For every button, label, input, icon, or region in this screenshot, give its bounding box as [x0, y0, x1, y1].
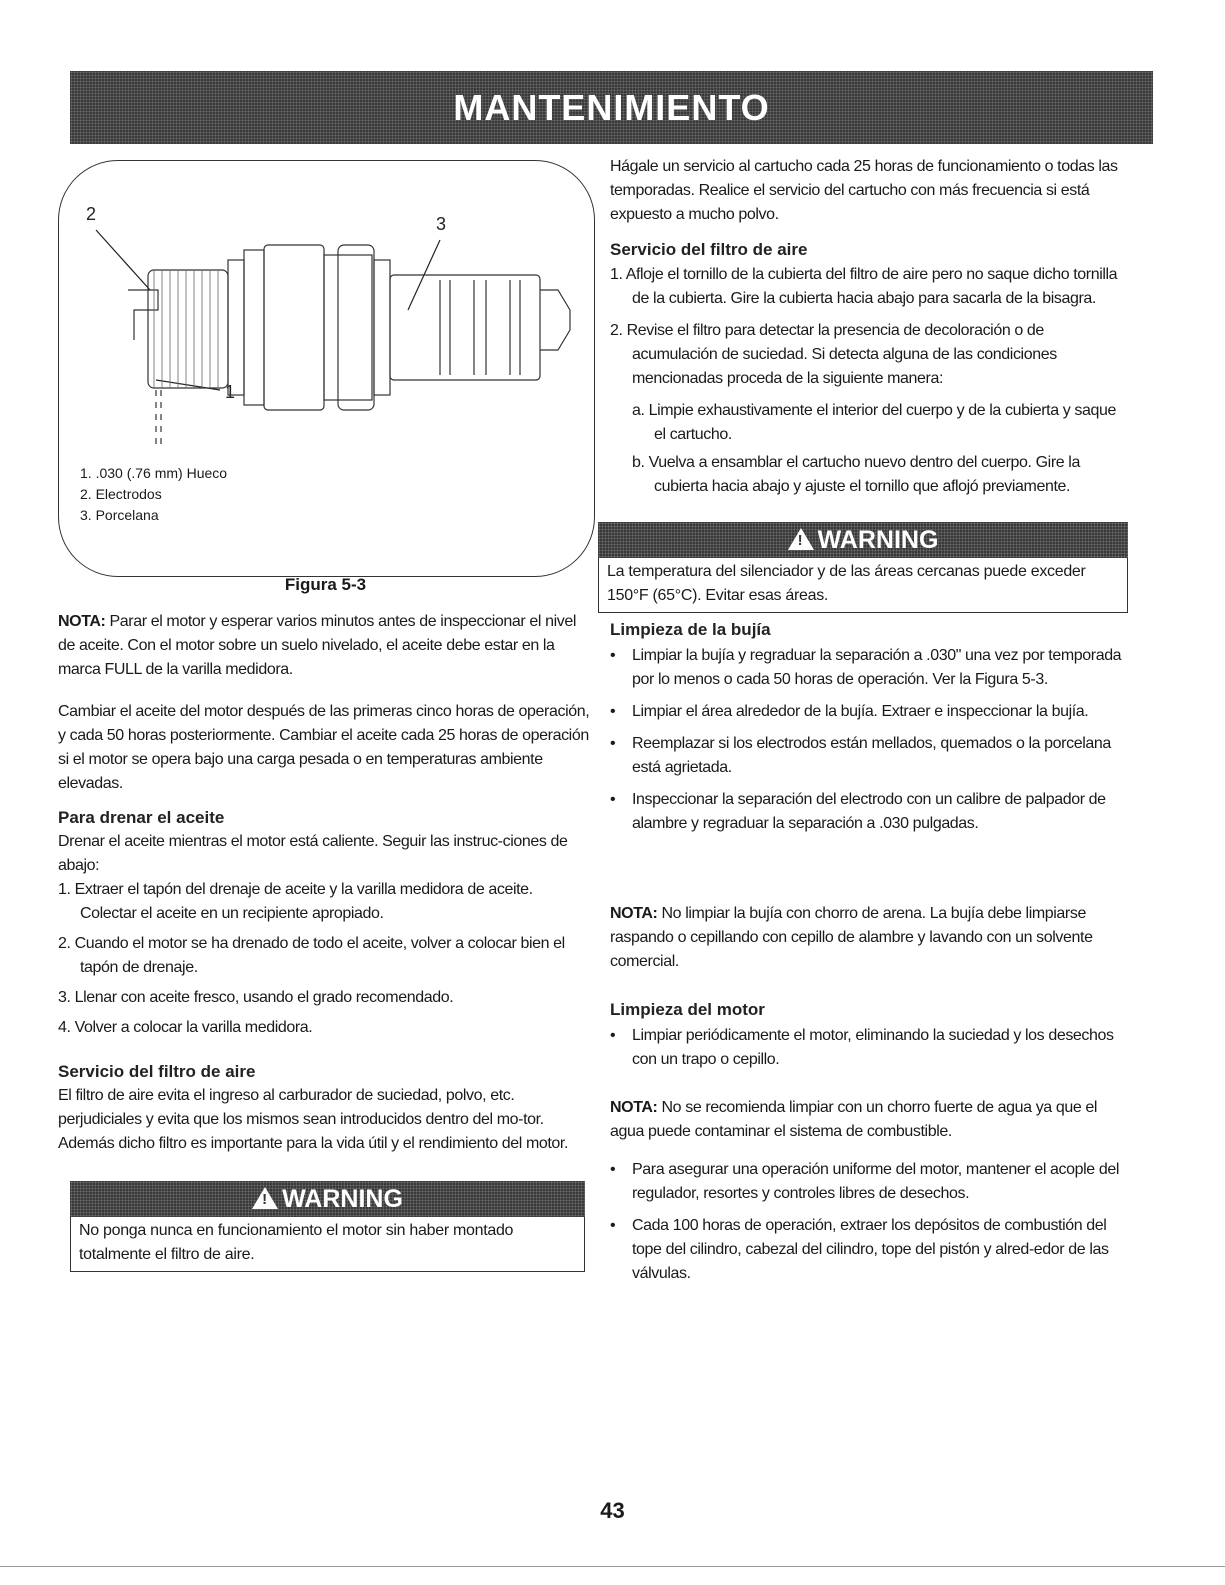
- list-item: 3. Llenar con aceite fresco, usando el grado recomendado.: [58, 989, 454, 1006]
- oil-change-paragraph: Cambiar el aceite del motor después de las primeras cinco horas de operación, y cada 50 horas posteriormente. Cambiar el aceite cada 25 horas de operación si el motor se opera bajo una carga pesada o en temperaturas ambiente elevadas.: [58, 703, 590, 792]
- list-item: 1. Extraer el tapón del drenaje de aceite y la varilla medidora de aceite. Colectar el aceite en un recipiente apropiado.: [58, 881, 533, 922]
- list-item: • Limpiar la bujía y regraduar la separación a .030" una vez por temporada por lo menos o cada 50 horas de operación. Ver la Figura 5-3.: [610, 647, 1122, 688]
- list-item: • Reemplazar si los electrodos están mellados, quemados o la porcelana está agrietada.: [610, 735, 1111, 776]
- list-item: • Limpiar el área alrededor de la bujía. Extraer e inspeccionar la bujía.: [610, 703, 1089, 720]
- engine-final-list: [610, 1158, 1130, 1286]
- callout-2: 2: [86, 204, 97, 224]
- drain-steps-list: [58, 878, 593, 1040]
- callout-3: 3: [436, 214, 447, 234]
- warning-title: WARNING: [282, 1184, 403, 1213]
- section-heading-drain-oil: Para drenar el aceite: [58, 808, 225, 827]
- list-item: • Para asegurar una operación uniforme del motor, mantener el acople del regulador, resortes y controles libres de desechos.: [610, 1161, 1119, 1202]
- cartridge-intro: Hágale un servicio al cartucho cada 25 horas de funcionamiento o todas las temporadas. Realice el servicio del cartucho con más frecuencia si está expuesto a mucho polvo.: [610, 158, 1118, 223]
- warning-icon: [788, 528, 814, 550]
- nota-label: NOTA:: [58, 613, 106, 630]
- legend-item: 1. .030 (.76 mm) Hueco: [80, 465, 228, 481]
- page-header: [70, 71, 1153, 144]
- nota-text: Parar el motor y esperar varios minutos antes de inspeccionar el nivel de aceite. Con el motor sobre un suelo nivelado, el aceite debe estar en la marca FULL de la varilla medidora.: [58, 613, 576, 678]
- list-item: 4. Volver a colocar la varilla medidora.: [58, 1019, 313, 1036]
- nota-label: NOTA:: [610, 1099, 658, 1116]
- warning-icon: [252, 1187, 278, 1209]
- list-item: 2. Revise el filtro para detectar la presencia de decoloración o de acumulación de suciedad. Si detecta alguna de las condiciones mencionadas proceda de la siguiente manera:: [610, 322, 1057, 387]
- air-filter-steps: [610, 263, 1130, 499]
- page-title: MANTENIMIENTO: [453, 86, 770, 128]
- nota-text: No se recomienda limpiar con un chorro fuerte de agua ya que el agua puede contaminar el sistema de combustible.: [610, 1099, 1098, 1140]
- spark-plug-diagram: [58, 160, 593, 460]
- list-item: • Cada 100 horas de operación, extraer los depósitos de combustión del tope del cilindro, cabezal del cilindro, tope del pistón y alred-edor de las válvulas.: [610, 1217, 1109, 1282]
- spark-plug-list: [610, 644, 1130, 836]
- page-number: 43: [600, 1498, 625, 1523]
- nota-paragraph: [610, 1096, 1130, 1144]
- section-heading-engine-cleaning: Limpieza del motor: [610, 1000, 765, 1019]
- nota-text: No limpiar la bujía con chorro de arena. La bujía debe limpiarse raspando o cepillando con cepillo de alambre y lavando con un solvente comercial.: [610, 905, 1093, 970]
- list-item: 1. Afloje el tornillo de la cubierta del filtro de aire pero no saque dicho tornilla de la cubierta. Gire la cubierta hacia abajo para sacarla de la bisagra.: [610, 266, 1118, 307]
- list-item: a. Limpie exhaustivamente el interior del cuerpo y de la cubierta y saque el cartucho.: [632, 402, 1116, 443]
- figure-caption: Figura 5-3: [284, 575, 367, 594]
- list-item: 2. Cuando el motor se ha drenado de todo el aceite, volver a colocar bien el tapón de drenaje.: [58, 935, 565, 976]
- section-heading-air-filter: Servicio del filtro de aire: [58, 1062, 256, 1081]
- warning-box: No ponga nunca en funcionamiento el motor sin haber montado totalmente el filtro de aire.: [70, 1217, 585, 1272]
- section-heading-spark-plug: Limpieza de la bujía: [610, 620, 771, 639]
- callout-1: 1: [225, 382, 236, 402]
- warning-box: La temperatura del silenciador y de las áreas cercanas puede exceder 150°F (65°C). Evitar esas áreas.: [598, 558, 1128, 613]
- nota-paragraph: [610, 902, 1130, 974]
- list-item: • Inspeccionar la separación del electrodo con un calibre de palpador de alambre y regraduar la separación a .030 pulgadas.: [610, 791, 1106, 832]
- bottom-rule: [0, 1566, 1225, 1567]
- legend-item: 3. Porcelana: [80, 507, 159, 523]
- section-heading-air-filter-service: Servicio del filtro de aire: [610, 240, 808, 259]
- air-filter-paragraph: El filtro de aire evita el ingreso al carburador de suciedad, polvo, etc. perjudiciales y evita que los mismos sean introducidos dentro del mo-tor. Además dicho filtro es importante para la vida útil y el rendimiento del motor.: [58, 1087, 569, 1152]
- nota-paragraph: [58, 610, 593, 682]
- warning-title: WARNING: [817, 525, 939, 554]
- list-item: • Limpiar periódicamente el motor, eliminando la suciedad y los desechos con un trapo o cepillo.: [610, 1027, 1114, 1068]
- warning-banner: [598, 522, 1128, 558]
- figure-legend: [80, 463, 227, 526]
- legend-item: 2. Electrodos: [80, 486, 162, 502]
- warning-banner: [70, 1181, 585, 1217]
- list-item: b. Vuelva a ensamblar el cartucho nuevo dentro del cuerpo. Gire la cubierta hacia abajo y ajuste el tornillo que aflojó previamente.: [632, 454, 1080, 495]
- nota-label: NOTA:: [610, 905, 658, 922]
- drain-intro: Drenar el aceite mientras el motor está caliente. Seguir las instruc-ciones de abajo:: [58, 833, 568, 874]
